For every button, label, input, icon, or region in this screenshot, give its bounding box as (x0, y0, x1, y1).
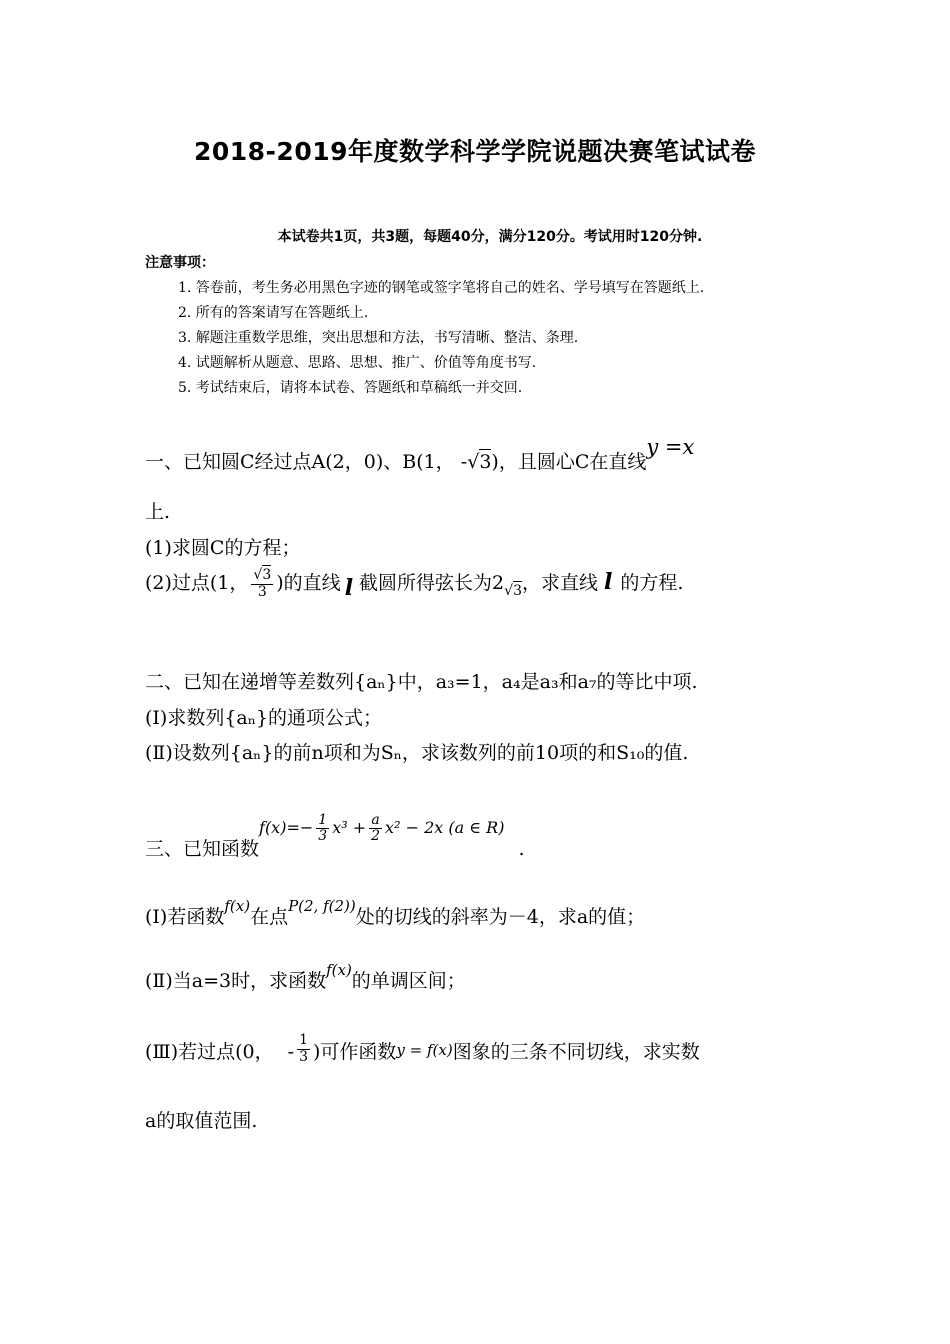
q1-stem-end: 上. (145, 501, 171, 523)
notice-item: 5. 考试结束后，请将本试卷、答题纸和草稿纸一并交回. (178, 380, 523, 396)
notice-item: 1. 答卷前，考生务必用黑色字迹的钢笔或签字笔将自己的姓名、学号填写在答题纸上. (178, 280, 705, 296)
q1-stem: 一、已知圆C经过点A(2，0)、B(1， -√3)，且圆心C在直线y =x (145, 435, 695, 473)
notice-item: 4. 试题解析从题意、思路、思想、推广、价值等角度书写. (178, 355, 537, 371)
line-equation: y =x (646, 435, 695, 459)
q2-part1: (Ⅰ)求数列{aₙ}的通项公式； (145, 707, 383, 729)
notice-heading: 注意事项： (145, 255, 215, 271)
q1-part2: (2)过点(1， $\frac{√3}{3}$ )的直线 l 截圆所得弦长为$2_{√3}$，求直线 l 的方程. (145, 567, 684, 601)
notice-item: 2. 所有的答案请写在答题纸上. (178, 305, 369, 321)
q3-part2: (Ⅱ)当a=3时，求函数$^{f(x)}$的单调区间； (145, 961, 466, 992)
q3-part1: (Ⅰ)若函数$^{f(x)}$在点$^{P(2, f(2))}$处的切线的斜率为－4，求a的值； (145, 897, 646, 928)
exam-intro: 本试卷共1页，共3题，每题40分，满分120分。考试用时120分钟. (277, 229, 703, 245)
q1-part1: (1)求圆C的方程； (145, 537, 301, 559)
function-formula: f(x)=− $\frac{1}{3}$ x³ + $\frac{a}{2}$ x² − 2x (a ∈ R) (259, 811, 505, 844)
fraction-sqrt3-over-3: $\frac{√3}{3}$ (253, 567, 272, 600)
page-title: 2018-2019年度数学科学学院说题决赛笔试试卷 (193, 137, 757, 166)
q3-stem: 三、已知函数f(x)=− $\frac{1}{3}$ x³ + $\frac{a}{2}$ x² − 2x (a ∈ R). (145, 811, 525, 860)
q3-part3: (Ⅲ)若过点(0， - $\frac{1}{3}$ )可作函数y = f(x)图象的三条不同切线，求实数 (145, 1032, 700, 1065)
q2-stem: 二、已知在递增等差数列{aₙ}中，a₃=1，a₄是a₃和a₇的等比中项. (145, 671, 698, 693)
notice-item: 3. 解题注重数学思维，突出思想和方法，书写清晰、整洁、条理. (178, 330, 579, 346)
q2-part2: (Ⅱ)设数列{aₙ}的前n项和为Sₙ，求该数列的前10项的和S₁₀的值. (145, 742, 689, 764)
q3-part3-end: a的取值范围. (145, 1110, 258, 1132)
